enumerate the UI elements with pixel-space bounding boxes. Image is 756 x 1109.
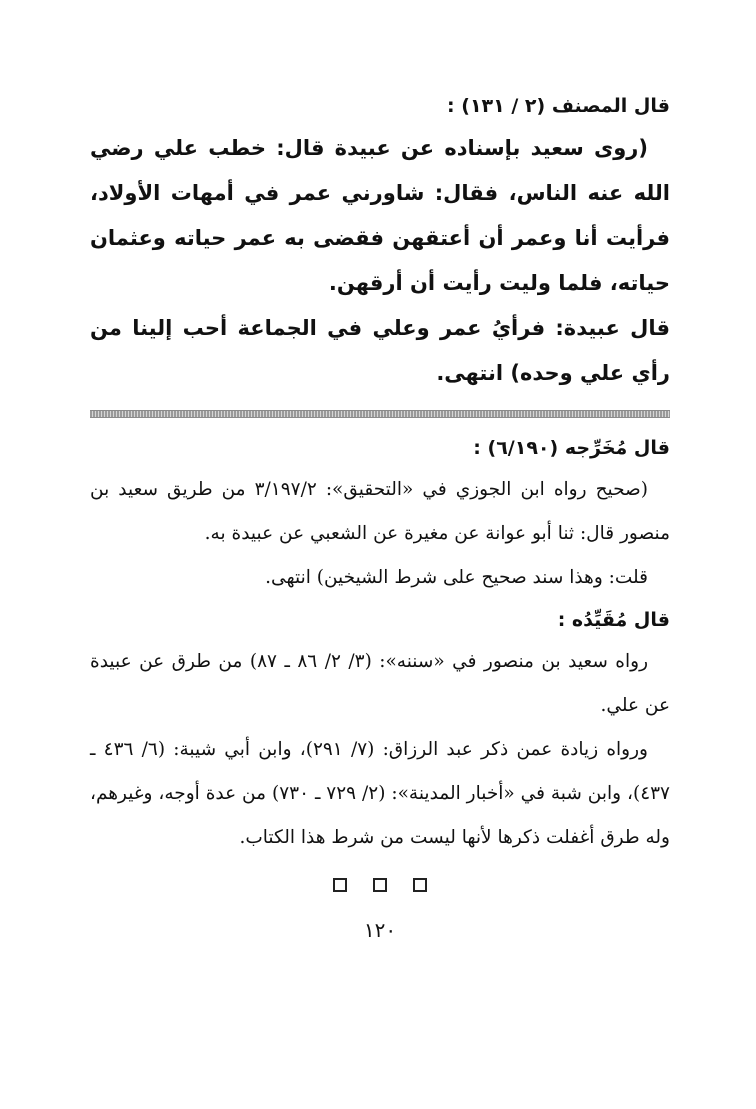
square-ornament-icon xyxy=(333,878,347,892)
square-ornament-icon xyxy=(413,878,427,892)
square-ornament-icon xyxy=(373,878,387,892)
muqayyid-paragraph: رواه سعيد بن منصور في «سننه»: (٣/ ٢/ ٨٦ ـ ٨٧) من طرق عن عبيدة عن علي. xyxy=(90,651,670,716)
page-number: ١٢٠ xyxy=(363,918,397,942)
quote-paragraph: (روى سعيد بإسناده عن عبيدة قال: خطب علي رضي الله عنه الناس، فقال: شاورني عمر في أمهات الأولاد، فرأيت أنا وعمر أن أعتقهن فقضى به عمر حياته وعثمان حياته، فلما وليت رأيت أن أرقهن. xyxy=(90,136,670,295)
separator-rule xyxy=(90,410,670,418)
section-heading-muqayyid: قال مُقَيِّدُه : xyxy=(557,609,670,631)
section-heading-takhrij: قال مُخَرِّجه (٦/١٩٠) : xyxy=(473,437,670,459)
section-end-ornament xyxy=(90,878,670,892)
takhrij-paragraph: (صحيح رواه ابن الجوزي في «التحقيق»: ٣/١٩٧/٢ من طريق سعيد بن منصور قال: ثنا أبو عوانة عن مغيرة عن الشعبي عن عبيدة به. xyxy=(90,479,670,544)
takhrij-text-block xyxy=(90,468,670,600)
page-content xyxy=(90,86,670,942)
takhrij-paragraph: قلت: وهذا سند صحيح على شرط الشيخين) انتهى. xyxy=(265,567,648,588)
quote-paragraph: قال عبيدة: فرأيُ عمر وعلي في الجماعة أحب إلينا من رأي علي وحده) انتهى. xyxy=(90,316,670,385)
section-heading-author: قال المصنف (٢ / ١٣١) : xyxy=(447,95,670,117)
quoted-text-block xyxy=(90,126,670,396)
muqayyid-text-block xyxy=(90,640,670,860)
muqayyid-paragraph: ورواه زيادة عمن ذكر عبد الرزاق: (٧/ ٢٩١)، وابن أبي شيبة: (٦/ ٤٣٦ ـ ٤٣٧)، وابن شبة في «أخبار المدينة»: (٢/ ٧٢٩ ـ ٧٣٠) من عدة أوجه، وغيرهم، وله طرق أغفلت ذكرها لأنها ليست من شرط هذا الكتاب. xyxy=(90,739,670,848)
